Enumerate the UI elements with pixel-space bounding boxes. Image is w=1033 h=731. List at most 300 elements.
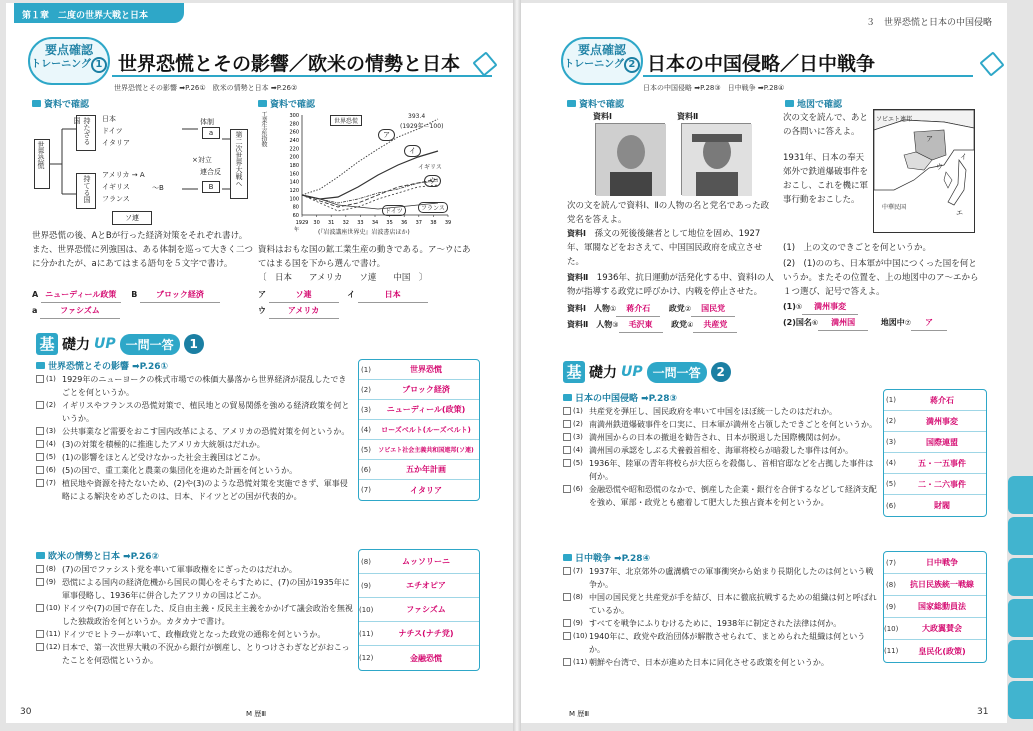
diagram-allied: 連合 [200,168,214,176]
answer-row [884,552,986,574]
answer-row [884,640,986,662]
answer-value: 金融恐慌 [410,653,442,663]
diagram-blank-a: a [202,127,220,139]
question-item [563,405,877,418]
east-asia-map [873,109,975,233]
subsection-1: 日本の中国侵略 ➡P.28③ [563,391,677,404]
map-question: 次の文を読んで、あとの各問いに答えよ。 [783,113,868,137]
kiso-number: 2 [711,362,731,382]
answer-key-u2: ウ [258,306,266,315]
checkbox[interactable] [563,619,571,627]
answer-a: ファシズム [40,303,120,319]
q-text: すべてを戦争にふりむけるために、1938年に制定された法律は何か。 [589,619,842,628]
answer-key-B: B [131,290,138,299]
answer-value: 満州事変 [926,416,958,426]
diagram-tilde-b: ～B [152,184,164,192]
answer-box-1 [883,389,987,517]
q-num: (7) [46,479,56,487]
q-num: (11) [573,658,588,666]
q-num: (5) [573,459,583,467]
answer-value: 五・一五事件 [918,458,966,468]
question-2-choices: 〔 日本 アメリカ ソ連 中国 〕 [258,273,428,283]
answer-num: ⑤ [795,303,803,311]
checkbox[interactable] [36,427,44,435]
diagram-have-not-countries [102,113,130,149]
country-usa: アメリカ → A [102,171,145,179]
question-item [563,565,877,591]
answer-num: (12) [359,654,374,662]
map-label-ussr: ソビエト連邦 [876,116,913,123]
q-text: (1)の影響をほとんど受けなかった社会主義国はどこか。 [62,453,266,462]
index-tab[interactable] [1008,476,1033,514]
reference-line: 日本の中国侵略 ➡P.28③ 日中戦争 ➡P.28④ [643,84,785,92]
checkbox[interactable] [563,420,571,428]
answer-key: 資料Ⅰ 人物 [567,304,610,313]
kiso-number: 1 [184,334,204,354]
q-num: (4) [46,440,56,448]
answer-num: (4) [361,425,371,434]
checkbox[interactable] [563,658,571,666]
diagram-world-crisis: 世界恐慌 [34,139,50,189]
badge-number: 2 [624,57,640,73]
q-text: 共産党を弾圧し、国民政府を率いて中国をほぼ統一したのはだれか。 [589,407,837,416]
photo-label-1: 資料Ⅰ [593,112,612,121]
checkbox[interactable] [36,401,44,409]
answer-num: (9) [361,581,371,590]
answer-row [359,380,479,400]
badge-bottom: トレーニング [31,59,91,70]
page-number: 31 [977,707,989,717]
checkbox[interactable] [36,375,44,383]
diagram-blank-b: B [202,181,220,193]
answer-value: 満州国 [818,315,868,331]
answer-value: ムッソリーニ [402,557,450,566]
answer-row [359,420,479,440]
q-text: 公共事業など需要をおこす国内改革による、アメリカの恐慌対策を何というか。 [62,427,350,436]
q-text: イギリスやフランスの恐慌対策で、植民地との貿易関係を強める経済政策を何というか。 [62,401,350,423]
answer-box-1 [358,359,480,501]
kiso-text: 礎力 [589,365,617,381]
chart-y-tick-label: 200 [289,154,299,161]
index-tab[interactable] [1008,558,1033,596]
chart-y-tick-label: 280 [289,121,299,128]
section-heading-material: 資料で確認 [567,97,624,110]
portrait-photo-2 [681,123,751,195]
q-text: ドイツでヒトラーが率いて、政権政党となった政党の通称を何というか。 [62,630,326,639]
answer-box-2 [883,551,987,663]
map-label-a: ア [926,135,933,143]
diagram-have-countries [102,169,145,205]
chapter-label: 第１章 二度の世界大戦と日本 [14,3,184,23]
checkbox[interactable] [36,565,44,573]
diagram-system: 体制 [200,118,214,126]
chart-x-tick-label: 1929 [295,220,309,226]
answer-value: 抗日民族統一戦線 [910,580,974,589]
chart-label-uk: イギリス [418,164,442,171]
chart-x-tick-label: 37 [415,220,422,226]
checkbox[interactable] [36,440,44,448]
source-2-label: 資料Ⅱ [567,273,589,282]
index-tab[interactable] [1008,517,1033,555]
diagram-have: 持てる国 [76,173,96,209]
question-item [36,602,354,628]
answer-value: 蒋介石 [616,301,660,317]
answer-a2: ソ連 [269,287,339,303]
chart-x-tick-label: 34 [371,220,379,226]
answer-num: ① [609,305,617,313]
chart-y-tick-label: 180 [289,163,299,169]
answer-num: ② [684,305,692,313]
country-japan: 日本 [102,115,116,123]
q-num: (9) [46,578,56,586]
chart-y-tick-label: 60 [292,213,299,219]
kiso-icon: 基 [563,361,585,383]
answer-num: (7) [886,558,896,567]
q-text: 金融恐慌や昭和恐慌のなかで、倒産した企業・銀行を合併するなどして経済支配を強め、軍部・政党とも癒着して肥大した独占資本を何というか。 [589,485,877,507]
book-spine [513,0,521,731]
answer-row [359,400,479,420]
map-label-e: エ [956,209,963,217]
country-germany: ドイツ [102,127,123,135]
answer-row [359,646,479,670]
kiso-heading [563,361,731,383]
q-text: 日本で、第一次世界大戦の不況から銀行が倒産し、とりつけさわぎなどがおこったことを何恐慌というか。 [62,643,350,665]
flow-diagram [32,109,254,227]
kiso-up: UP [621,364,643,380]
answer-num: (2) [886,417,896,425]
country-italy: イタリア [102,139,130,147]
answer-num: (1) [886,396,896,404]
answer-num: ④ [687,321,694,329]
q-text: 朝鮮や台湾で、日本が進めた日本に同化させる政策を何というか。 [589,658,829,667]
q-num: (1) [46,375,56,383]
q-text: 中国の国民党と共産党が手を結び、日本に徹底抗戦するための組織は何と呼ばれているか。 [589,593,877,615]
question-item [563,617,877,630]
question-item [36,576,354,602]
q-num: (7) [573,567,583,575]
question-list-2 [36,563,354,667]
checkbox[interactable] [36,479,44,487]
country-uk: イギリス [102,183,130,191]
source-1-body: 孫文の死後後継者として地位を固め、1927年、軍閥などをおさえて、中国国民政府を成立させた。 [567,229,763,267]
map-label-u: ウ [936,163,943,171]
portrait-photo-1 [595,123,665,195]
portrait-icon-2 [682,124,752,196]
checkbox[interactable] [36,630,44,638]
answer-row [884,474,986,495]
chart-y-tick-label: 140 [289,179,299,186]
answer-value: ブロック経済 [402,385,450,394]
checkbox[interactable] [563,446,571,454]
section-badge [28,37,110,85]
kiso-ichimon: 一問一答 [647,362,707,383]
question-list-2 [563,565,877,669]
q-text: (7)の国でファシスト党を率いて軍事政権をにぎったのはだれか。 [62,565,297,574]
question-1: 世界恐慌の後、AとBが行った経済対策をそれぞれ書け。また、世界恐慌に列強国は、ある体制を巡って大きく二つに分かれたが、aにあてはまる語句を５文字で書け。 [32,231,254,269]
answer-row [884,495,986,516]
question-item [563,630,877,656]
answer-row [359,550,479,574]
q-text: (5)の国で、重工業化と農業の集団化を進めた計画を何というか。 [62,466,298,475]
answer-key-i2: イ [347,290,356,299]
kiso-heading [36,333,204,355]
index-tabs [1008,476,1033,722]
answer-row [884,390,986,411]
chart-ylabel: 工業生産指数 [260,111,267,147]
question-item [563,591,877,617]
question-item [563,483,877,509]
question-item [563,444,877,457]
answer-value: 国家総動員法 [918,602,966,611]
section-badge [561,37,643,85]
answer-row [359,622,479,646]
answer-key: (2)国名 [783,318,812,327]
answers-persons [567,301,737,333]
answer-num: ⑦ [904,319,911,327]
q-text: 満州国の承認をしぶる犬養毅首相を、海軍将校らが暗殺した事件は何か。 [589,446,853,455]
q-text: 植民地や資源を持たないため、(2)や(3)のような恐慌対策を実施できず、軍事侵略による解決をめざしたのは、日本、ドイツとどの国が代表的か。 [62,479,348,501]
answer-row [884,453,986,474]
running-header: ３ 世界恐慌と日本の中国侵略 [865,18,992,28]
chart-y-tick-label: 100 [289,196,299,203]
answer-B: ブロック経済 [140,287,220,303]
answer-value: 世界恐慌 [410,365,442,374]
checkbox[interactable] [563,567,571,575]
answer-row [359,480,479,500]
badge-top: 要点確認 [44,43,93,57]
badge-number: 1 [91,57,107,73]
answer-num: (8) [886,580,896,589]
answer-value: 国際連盟 [926,437,958,447]
checkbox[interactable] [563,407,571,415]
checkbox[interactable] [563,433,571,441]
answer-num: ③ [612,321,619,329]
question-item [36,628,354,641]
answer-value: 蒋介石 [930,395,954,405]
q-num: (8) [573,593,583,601]
q-num: (3) [573,433,583,441]
answer-value: 財閥 [934,501,950,510]
chart-x-tick-label: 32 [342,220,349,226]
index-tab[interactable] [1008,640,1033,678]
chart-annotation-crisis: 世界恐慌 [330,115,362,126]
answer-key: 地図中 [880,318,905,327]
checkbox[interactable] [563,632,571,640]
chart-x-tick-label: 33 [357,220,364,226]
footer-code: M 歴Ⅲ [246,710,267,718]
kiso-text: 礎力 [62,337,90,353]
chart-y-tick-label: 220 [289,146,299,153]
answer-value: 国民党 [691,301,735,317]
chart-label-a: ア [378,129,395,141]
chart-y-tick-label: 260 [289,129,299,136]
q-num: (9) [573,619,583,627]
answer-value: ナチス(ナチ党) [398,629,454,638]
q-text: (3)の対策を積極的に推進したアメリカ大統領はだれか。 [62,440,265,449]
q-num: (6) [573,485,583,493]
question-item [36,451,354,464]
chart-y-tick-label: 240 [289,138,299,144]
q-text: 恐慌による国内の経済危機から国民の関心をそらすために、(7)の国が1935年に軍事侵略し、1936年に併合したアフリカの国はどこか。 [62,578,350,600]
answer-num: (3) [886,438,896,446]
answer-row [359,460,479,480]
pencil-icon [979,51,1004,76]
answer-num: (8) [361,557,371,566]
answer-num: ⑥ [811,319,819,327]
badge-bottom: トレーニング [564,59,624,70]
question-list-1 [563,405,877,509]
diagram-have-not: 持たざる国 [76,115,96,151]
answer-value: 皇民化(政策) [918,646,966,656]
checkbox[interactable] [36,643,44,651]
answer-value: エチオピア [406,581,446,590]
answer-num: (11) [359,629,374,638]
chart-source: (『岩波講座世界史』岩波書店ほか) [318,229,410,236]
answer-row [884,574,986,596]
answer-value: イタリア [410,485,442,495]
answer-u2: アメリカ [269,303,339,319]
index-tab[interactable] [1008,681,1033,719]
q-num: (5) [46,453,56,461]
diagram-oppose: ×対立 [192,156,212,164]
checkbox[interactable] [36,578,44,586]
q-text: 1929年のニューヨークの株式市場での株価大暴落から世界経済が混乱したできごとを何というか。 [62,375,347,397]
section-heading-material: 資料で確認 [32,97,89,110]
chart-x-tick-label: 35 [386,220,393,226]
q-num: (10) [573,632,588,640]
subsection-2: 欧米の情勢と日本 ➡P.26② [36,549,159,562]
chart-x-tick-label: 39 [444,220,452,226]
answer-num: (11) [884,647,899,655]
diagram-ussr: ソ連 [112,211,152,225]
q-num: (12) [46,643,61,651]
kiso-icon: 基 [36,333,58,355]
chart-x-tick-label: 38 [430,220,437,226]
checkbox[interactable] [36,466,44,474]
answer-key-a: a [32,306,38,315]
question-2: 資料はおもな国の鉱工業生産の動きである。ア～ウにあてはまる国を下から選んで書け。 [258,245,471,269]
answer-value: 五か年計画 [406,465,446,474]
answer-num: (6) [361,465,371,474]
map-text: 1931年、日本の奉天郊外で鉄道爆破事件をおこし、これを機に軍事行動をおこした。 [783,153,869,205]
answer-key: 政党 [668,304,685,313]
chart-annotation-value: 393.4 [408,113,426,120]
q-num: (10) [46,604,61,612]
question-list-1 [36,373,354,503]
answer-i2: 日本 [358,287,428,303]
answer-A: ニューディール政策 [41,287,121,303]
photo-label-2: 資料Ⅱ [677,112,699,121]
answer-key: (1) [783,302,796,311]
answer-num: (5) [361,445,371,454]
answer-row [359,440,479,460]
question-item [563,656,877,669]
answer-key: 資料Ⅱ 人物 [567,320,613,329]
answer-value: 日中戦争 [926,558,958,567]
question-item [563,457,877,483]
badge-top: 要点確認 [577,43,626,57]
question-item [36,373,354,399]
checkbox[interactable] [563,593,571,601]
page-title: 日本の中国侵略／日中戦争 [647,53,876,75]
answer-num: (3) [361,405,371,414]
answer-row [884,618,986,640]
answer-num: (7) [361,486,371,494]
map-question-2: (2) (1)ののち、日本軍が中国につくった国を何というか。またその位置を、上の地図中のア～エから１つ選び、記号で答えよ。 [783,259,979,297]
footer-code: M 歴Ⅲ [569,710,590,718]
answer-row [884,411,986,432]
question-item [36,563,354,576]
answer-value: 満州事変 [802,299,858,315]
chart-label-i: イ [404,145,421,157]
portrait-icon-1 [596,124,666,196]
question-item [36,438,354,451]
checkbox[interactable] [563,459,571,467]
q-num: (3) [46,427,56,435]
country-france: フランス [102,195,130,203]
kiso-ichimon: 一問一答 [120,334,180,355]
kiso-up: UP [94,336,116,352]
question-item [36,464,354,477]
map-label-i: イ [960,153,967,161]
source-2-text [567,271,777,299]
subsection-2: 日中戦争 ➡P.28④ [563,551,650,564]
checkbox[interactable] [36,453,44,461]
q-text: 1940年に、政党や政治団体が解散させられて、まとめられた組織は何というか。 [589,632,866,654]
pencil-icon [472,51,497,76]
question-item [36,399,354,425]
index-tab[interactable] [1008,599,1033,637]
title-underline [112,75,492,77]
chart-x-tick-label: 31 [328,220,335,226]
checkbox[interactable] [36,604,44,612]
answer-key-a2: ア [258,290,266,299]
answer-row [359,598,479,622]
q-num: (2) [46,401,56,409]
answer-num: (4) [886,459,896,467]
q-text: 満州国からの日本の撤退を勧告され、日本が脱退した国際機関は何か。 [589,433,846,442]
map-label-china: 中華民国 [882,204,907,211]
answer-num: (5) [886,480,896,488]
q-text: ドイツや(7)の国で存在した、反自由主義・反民主主義をかかげて議会政治を無視した独裁政治を何というか。カタカナで書け。 [62,604,353,626]
answer-value: ア [911,315,947,331]
chart-series-i [302,151,438,199]
question-item [36,641,354,667]
chart-y-tick-label: 80 [292,204,299,211]
question-item [563,431,877,444]
q-num: (11) [46,630,61,638]
chart-x-tick-label: 36 [401,220,408,226]
chart-y-tick-label: 120 [289,188,299,194]
answer-value: ソビエト社会主義共和国連邦(ソ連) [378,447,474,454]
answer-row [884,596,986,618]
page-title: 世界恐慌とその影響／欧米の情勢と日本 [118,53,461,75]
answer-row [884,432,986,453]
checkbox[interactable] [563,485,571,493]
answer-num: (9) [886,602,896,611]
answer-value: 毛沢東 [619,317,663,333]
source-1-label: 資料Ⅰ [567,229,586,238]
answer-key: 政党 [671,320,688,329]
answer-value: 共産党 [693,317,737,333]
answers-1 [32,287,254,319]
chart-x-unit: 年 [294,227,300,233]
answer-row [359,574,479,598]
question-item [36,477,354,503]
answer-value: 大政翼賛会 [922,624,962,633]
map-answers [783,299,947,331]
q-num: (6) [46,466,56,474]
